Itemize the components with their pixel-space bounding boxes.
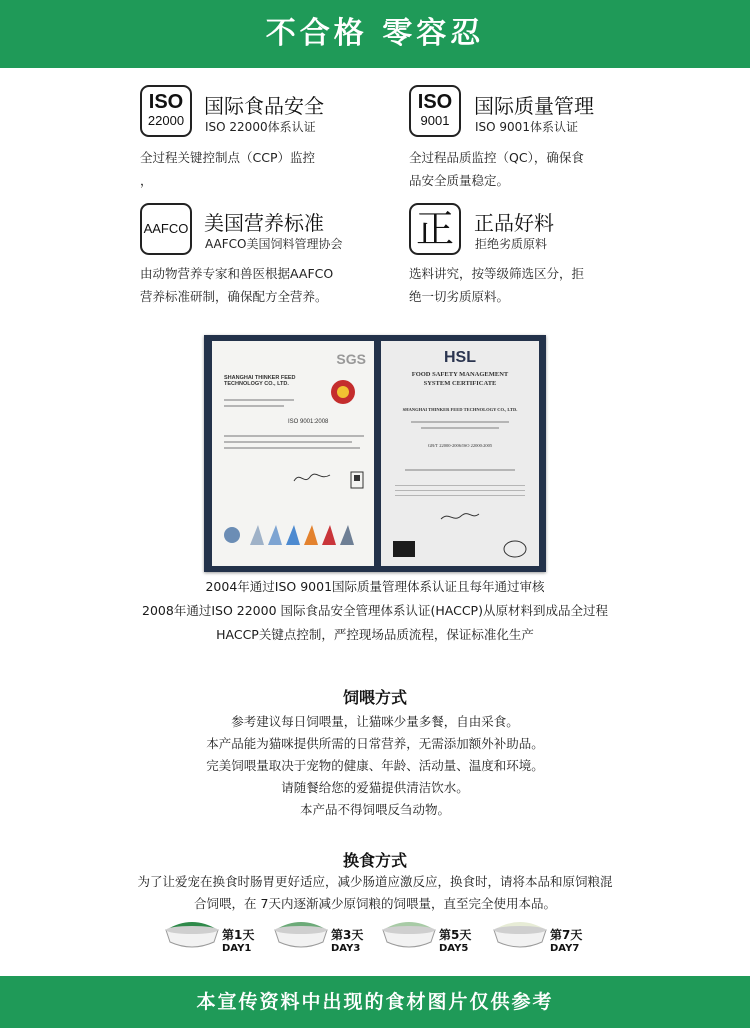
- hsl-mark-icon: [393, 541, 415, 557]
- transition-line-2: 合饲喂，在 7天内逐渐减少原饲粮的饲喂量，直至完全使用本品。: [194, 896, 556, 911]
- hsl-signature-icon: [439, 511, 481, 523]
- feature-title-nutrition: 美国营养标准: [204, 211, 324, 235]
- signature-icon: [292, 471, 332, 485]
- feature-desc-genuine: 选料讲究，按等级筛选区分，拒 绝一切劣质原料。: [409, 266, 585, 304]
- footer-banner: [0, 976, 750, 1028]
- certificate-photo: [204, 335, 546, 572]
- aafco-badge-icon: AAFCO: [140, 203, 192, 255]
- cert-caption-2: 2008年通过ISO 22000 国际食品安全管理体系认证(HACCP)从原材料到成品全过程: [142, 603, 608, 618]
- feeding-line-4: 请随餐给您的爱猫提供清洁饮水。: [281, 780, 469, 795]
- sgs-standard: ISO 9001:2008: [288, 419, 329, 425]
- genuine-badge-icon: 正: [409, 203, 461, 255]
- transition-line-1: 为了让爱宠在换食时肠胃更好适应，减少肠道应激反应，换食时，请将本品和原饲粮混: [137, 874, 613, 889]
- page-title: 不合格 零容忍: [265, 16, 485, 51]
- top-banner: [0, 0, 750, 68]
- feature-desc-quality: 全过程品质监控（QC），确保食 品安全质量稳定。: [409, 150, 584, 188]
- feeding-line-3: 完美饲喂量取决于宠物的健康、年龄、活动量、温度和环境。: [206, 758, 544, 773]
- feature-subtitle-food-safety: ISO 22000体系认证: [205, 120, 316, 134]
- day5-bowl-icon: [381, 916, 437, 952]
- day7-label: 第7天 DAY7: [550, 928, 583, 954]
- day5-label: 第5天 DAY5: [439, 928, 472, 954]
- hsl-standard: GB/T 22000-2006/ISO 22000:2005: [427, 443, 493, 448]
- iso-22000-badge-icon: ISO 22000: [140, 85, 192, 137]
- iso-9001-badge-icon: ISO 9001: [409, 85, 461, 137]
- hsl-logo-icon: HSL: [444, 349, 476, 366]
- feature-title-food-safety: 国际食品安全: [204, 94, 324, 118]
- feature-subtitle-nutrition: AAFCO美国饲料管理协会: [205, 237, 343, 251]
- sgs-company-name: SHANGHAI THINKER FEED TECHNOLOGY CO., LTD.: [224, 375, 296, 387]
- cert-caption-1: 2004年通过ISO 9001国际质量管理体系认证且每年通过审核: [205, 579, 545, 594]
- feature-desc-food-safety: 全过程关键控制点（CCP）监控 ，: [140, 150, 315, 188]
- feeding-line-2: 本产品能为猫咪提供所需的日常营养，无需添加额外补助品。: [206, 736, 544, 751]
- accreditation-mark-icon: [350, 471, 364, 489]
- hsl-cert-title-2: SYSTEM CERTIFICATE: [423, 380, 497, 387]
- day3-bowl-icon: [273, 916, 329, 952]
- cnas-mark-icon: [503, 539, 527, 559]
- hsl-company-name: SHANGHAI THINKER FEED TECHNOLOGY CO., LTD.: [402, 407, 518, 412]
- sgs-certificate: [212, 341, 374, 566]
- feeding-heading: 饲喂方式: [342, 688, 407, 707]
- feature-title-genuine: 正品好料: [474, 211, 554, 235]
- hsl-cert-title-1: FOOD SAFETY MANAGEMENT: [411, 371, 509, 378]
- hsl-certificate: [381, 341, 539, 566]
- sgs-seal-icon: [330, 379, 356, 405]
- day1-label: 第1天 DAY1: [222, 928, 255, 954]
- feature-subtitle-genuine: 拒绝劣质原料: [475, 237, 548, 251]
- cert-caption-3: HACCP关键点控制，严控现场品质流程，保证标准化生产: [216, 627, 534, 642]
- feeding-line-1: 参考建议每日饲喂量，让猫咪少量多餐，自由采食。: [231, 714, 519, 729]
- feature-subtitle-quality: ISO 9001体系认证: [475, 120, 578, 134]
- sgs-logo-icon: SGS: [336, 351, 366, 367]
- transition-heading: 换食方式: [342, 851, 407, 870]
- feature-title-quality: 国际质量管理: [474, 94, 594, 118]
- day1-bowl-icon: [164, 916, 220, 952]
- sgs-color-stripe-icon: [222, 519, 370, 551]
- feeding-line-5: 本产品不得饲喂反刍动物。: [299, 802, 450, 817]
- day7-bowl-icon: [492, 916, 548, 952]
- day3-label: 第3天 DAY3: [331, 928, 364, 954]
- feature-desc-nutrition: 由动物营养专家和兽医根据AAFCO 营养标准研制，确保配方全营养。: [140, 266, 334, 304]
- footer-disclaimer: 本宣传资料中出现的食材图片仅供参考: [196, 991, 554, 1013]
